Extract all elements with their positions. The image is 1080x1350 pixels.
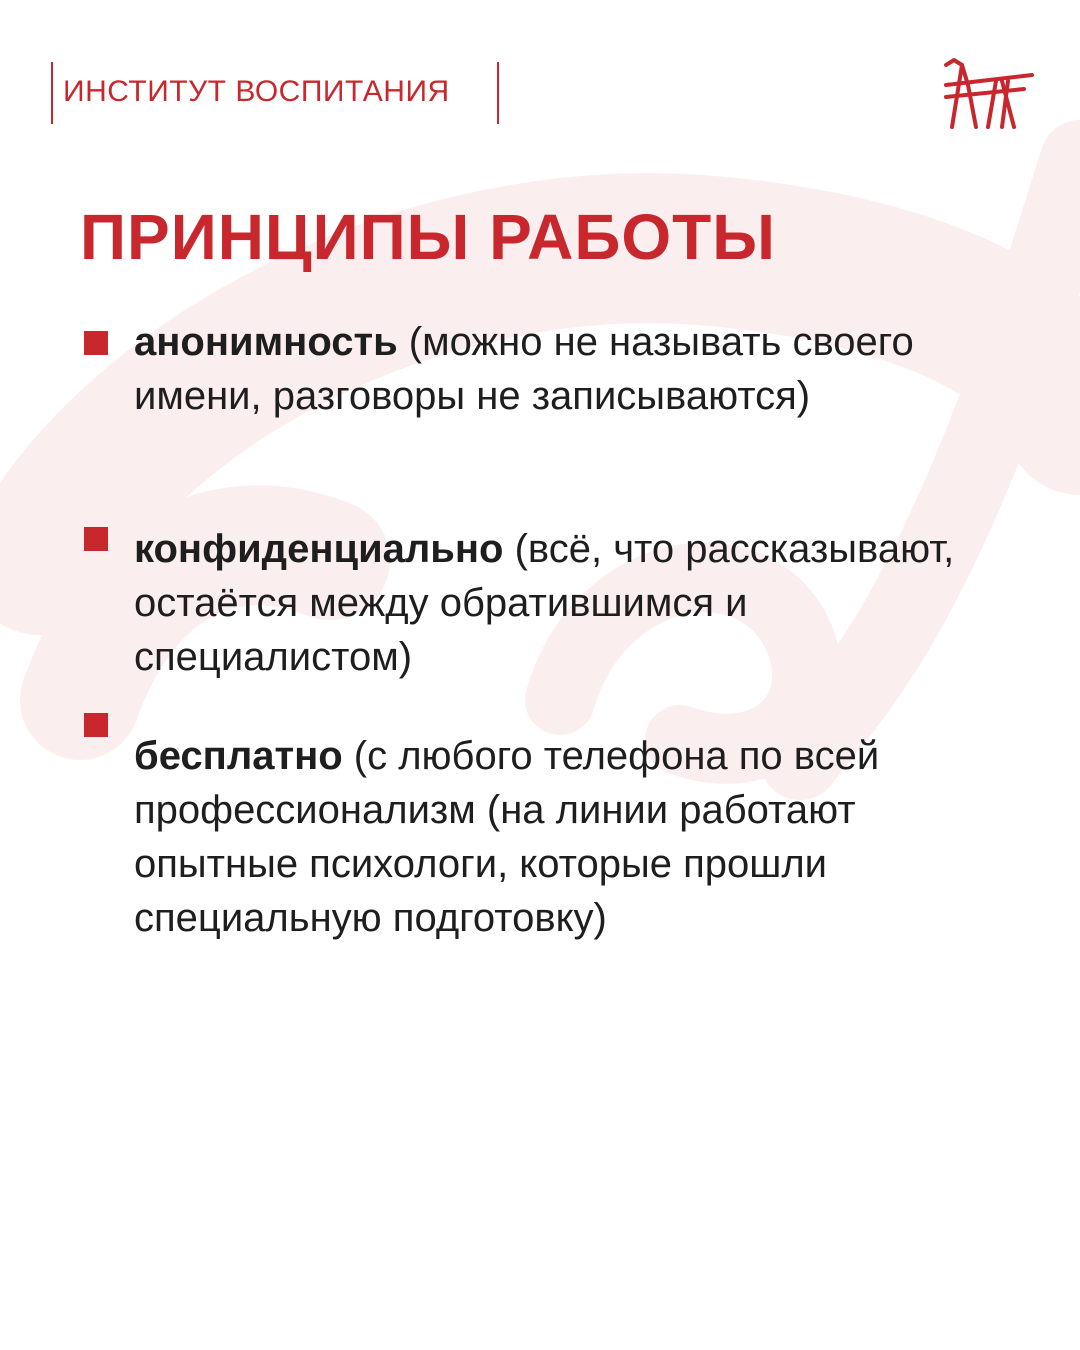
- item-description: (с любого телефона по всей профессионализм (на линии работают опытные психологи, которые прошли специальную подготовку): [134, 734, 880, 940]
- item-term: бесплатно: [134, 734, 343, 778]
- item-term: анонимность: [134, 320, 398, 364]
- item-term: конфиденциально: [134, 527, 504, 571]
- page-title: ПРИНЦИПЫ РАБОТЫ: [80, 201, 776, 273]
- list-item: [134, 522, 1014, 684]
- list-item: [134, 729, 1014, 945]
- item-description: (можно не называть своего имени, разговоры не записываются): [134, 320, 914, 418]
- item-description: (всё, что рассказывают, остаётся между обратившимся и специалистом): [134, 527, 955, 679]
- bullet-marker: [84, 713, 108, 737]
- bullet-marker: [84, 527, 108, 551]
- brand-name: ИНСТИТУТ ВОСПИТАНИЯ: [63, 75, 450, 108]
- chair-horse-logo-icon: [942, 55, 1036, 131]
- list-item: [134, 315, 1014, 423]
- bullet-marker: [84, 331, 108, 355]
